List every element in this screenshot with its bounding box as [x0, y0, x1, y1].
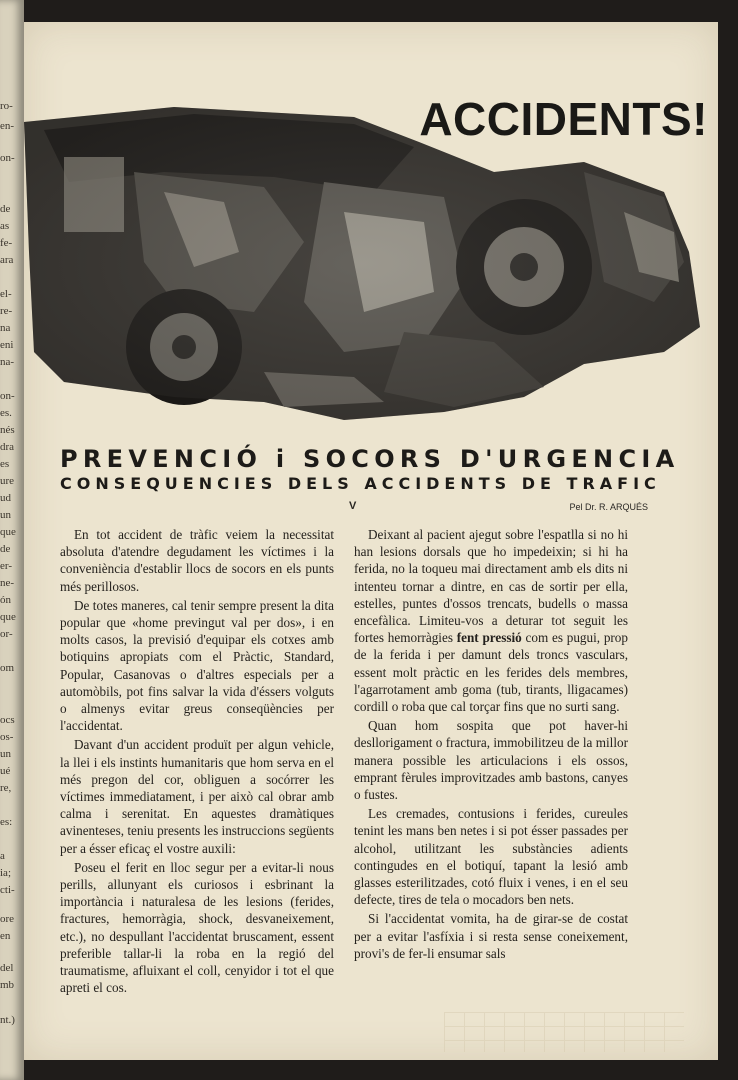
wrecked-car-photo — [24, 102, 700, 420]
author-byline: Pel Dr. R. ARQUÉS — [569, 502, 648, 512]
article-headline: ACCIDENTS! — [419, 93, 708, 145]
margin-fragment: de — [0, 203, 11, 215]
margin-fragment: ué — [0, 765, 11, 777]
margin-fragment: un — [0, 748, 11, 760]
text-column-right — [354, 526, 628, 964]
margin-fragment: mb — [0, 979, 15, 991]
margin-fragment: eni — [0, 339, 14, 351]
margin-fragment: os- — [0, 731, 14, 743]
margin-fragment: ara — [0, 254, 14, 266]
margin-fragment: na- — [0, 356, 15, 368]
margin-fragment: cti- — [0, 884, 15, 896]
paragraph: De totes maneres, cal tenir sempre present la dita popular que «home previngut val per dos», i en molts casos, la previsió d'equipar els cotxes amb botiquins apropiats com el Pràctic, Standard, Popular, Casanovas o d'altres especials per a automòbils, pot fins salvar la vida d'éssers volguts o almenys evitar greus conseqüències per l'accidentat. — [60, 597, 334, 734]
emphasis-text: fent pressió — [456, 630, 522, 646]
margin-fragment: on- — [0, 390, 15, 402]
margin-fragment: re, — [0, 782, 12, 794]
margin-fragment: ro- — [0, 100, 13, 112]
margin-fragment: on- — [0, 152, 15, 164]
margin-fragment: om — [0, 662, 15, 674]
margin-fragment: en- — [0, 120, 15, 132]
margin-fragment: del — [0, 962, 14, 974]
section-number: V — [349, 500, 357, 512]
margin-fragment: as — [0, 220, 10, 232]
paragraph: Les cremades, contusions i ferides, cureules tenint les mans ben netes i si pot ésser passades per alcohol, utilitzant les substàncies adients contingudes en el botiquí, tapant la lesió amb glasses esterilitzades, cotó fluix i venes, i en el seu defecte, tires de tela o mocadors ben nets. — [354, 806, 628, 908]
margin-fragment: es — [0, 458, 10, 470]
margin-fragment: na — [0, 322, 11, 334]
margin-fragment: ocs — [0, 714, 15, 726]
paragraph: En tot accident de tràfic veiem la necessitat absoluta d'atendre degudament les víctimes i la conveniència d'establir llocs de socors en els punts més perillosos. — [60, 527, 334, 594]
margin-fragment: re- — [0, 305, 13, 317]
margin-fragment: a — [0, 850, 5, 862]
margin-fragment: dra — [0, 441, 15, 453]
margin-fragment: ud — [0, 492, 11, 504]
margin-fragment: or- — [0, 628, 13, 640]
margin-fragment: ore — [0, 913, 15, 925]
article-subtitle: CONSEQUENCIES DELS ACCIDENTS DE TRAFIC — [60, 474, 661, 493]
paragraph — [354, 526, 628, 715]
margin-fragment: de — [0, 543, 11, 555]
margin-fragment: que — [0, 526, 16, 538]
paragraph: Poseu el ferit en lloc segur per a evitar-li nous perills, allunyant els curiosos i esbrinant la importància i naturalesa de les lesions (ferides, fractures, hemorràgia, shock, desvaneixement, etc.), no despullant l'accidentat bruscament, essent preferible tallar-li la roba en la regió del traumatisme, afluixant el coll, cenyidor i tot el que apreti el cos. — [60, 859, 334, 996]
margin-fragment: nt.) — [0, 1014, 15, 1026]
margin-fragment: es. — [0, 407, 12, 419]
margin-fragment: que — [0, 611, 16, 623]
margin-fragment: el- — [0, 288, 12, 300]
magazine-page — [24, 22, 718, 1060]
margin-fragment: ón — [0, 594, 11, 606]
previous-page-edge — [0, 0, 24, 1080]
show-through-grid — [444, 1012, 684, 1052]
margin-fragment: un — [0, 509, 11, 521]
paragraph-text: com es pugui, prop de la ferida i per damunt dels troncs vasculars, essent molt pràctic en les ferides dels membres, l'agarrotament amb goma (tub, tirants, lligacames) cordill o roba que cal torçar fins que no surti sang. — [354, 630, 628, 715]
margin-fragment: nés — [0, 424, 15, 436]
paragraph: Si l'accidentat vomita, ha de girar-se de costat per a evitar l'asfíxia i si resta sense coneixement, provi's de fer-li ensumar sals — [354, 911, 628, 961]
paragraph: Davant d'un accident produït per algun vehicle, la llei i els instints humanitaris que hom serva en el més pregon del cor, obliguen a socórrer les víctimes immediatament, i per això cal obrar amb calma i serenitat. En aquestes dramàtiques avinenteses, teniu presents les instruccions següents per a ésser eficaç el vostre auxili: — [60, 737, 334, 856]
margin-fragment: es: — [0, 816, 13, 828]
margin-fragment: ia; — [0, 867, 11, 879]
text-column-left — [60, 526, 334, 998]
margin-fragment: en — [0, 930, 11, 942]
paragraph: Quan hom sospita que pot haver-hi desllorigament o fractura, immobilitzeu de la millor manera possible les articulacions i els ossos, emprant fèrules improvitzades amb bastons, canyes o fustes. — [354, 718, 628, 803]
margin-fragment: fe- — [0, 237, 13, 249]
margin-fragment: ne- — [0, 577, 15, 589]
article-title: PREVENCIÓ i SOCORS D'URGENCIA — [60, 445, 680, 473]
paragraph-text: Deixant al pacient ajegut sobre l'espatlla si no hi han lesions dorsals que ho impedeixin; si hi ha ferida, no la toqueu mai directament amb els dits ni intenteu tornar a dintre, en cas de sortir per ella, estelles, puntes d'ossos trencats, budells o massa encefàlica. Limiteu-vos a deturar tot seguit les fortes hemorràgies — [354, 527, 628, 646]
margin-fragment: ure — [0, 475, 15, 487]
margin-fragment: er- — [0, 560, 12, 572]
